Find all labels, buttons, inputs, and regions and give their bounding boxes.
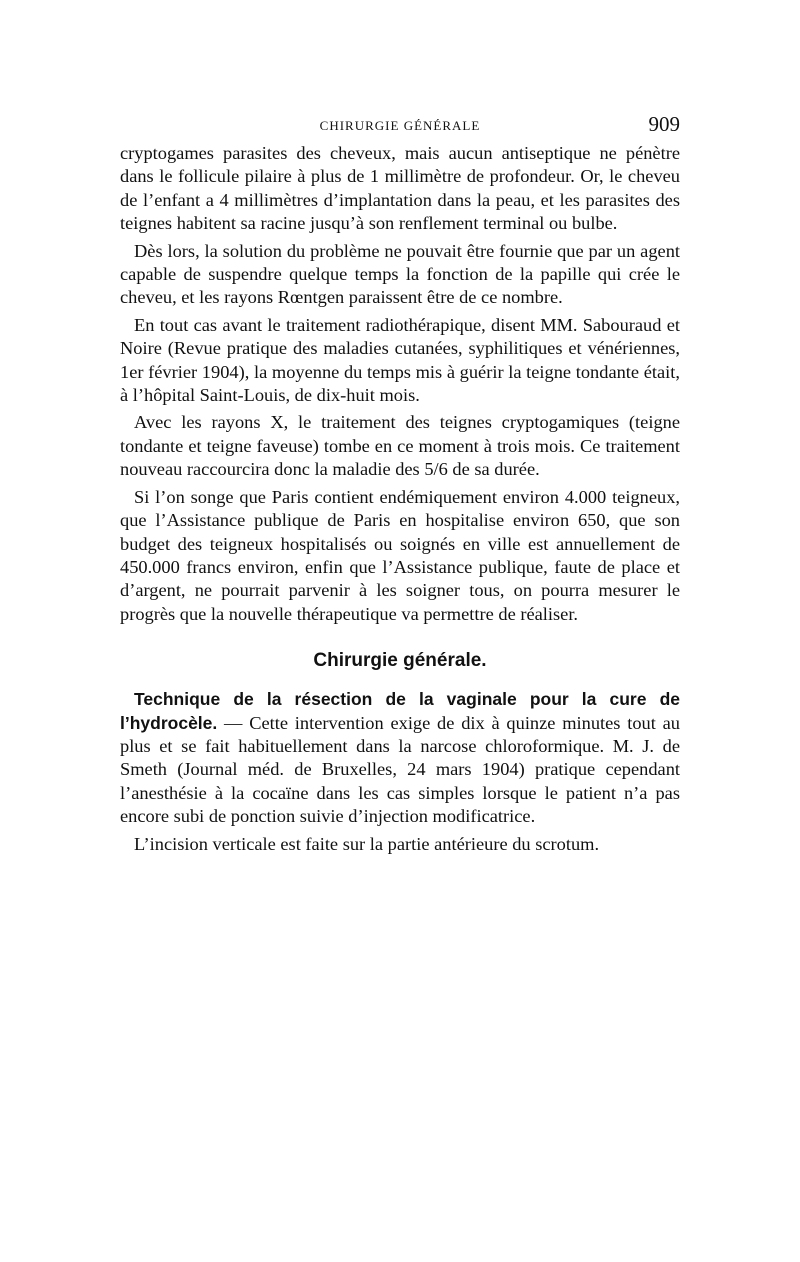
paragraph: cryptogames parasites des cheveux, mais aucun antiseptique ne pénètre dans le follicule pilaire à plus de 1 millimètre de profondeur. Or, le cheveu de l’enfant a 4 millimètres d’implantation dans la peau, et les parasites des teignes habitent sa racine jusqu’à son renflement terminal ou bulbe. <box>120 143 680 234</box>
page-number: 909 <box>648 112 680 136</box>
article-text: — Cette intervention exige de dix à quinze minutes tout au plus et se fait habituellement dans la narcose chloroformique. M. J. de Smeth (Journal méd. de Bruxelles, 24 mars 1904) pratique cependant l’anesthésie à la cocaïne dans les cas simples lorsque le patient n’a pas encore subi de ponction suivie d’injection modificatrice. <box>120 712 680 827</box>
paragraph: Dès lors, la solution du problème ne pouvait être fournie que par un agent capable de suspendre quelque temps la fonction de la papille qui crée le cheveu, et les rayons Rœntgen paraissent être de ce nombre. <box>120 240 680 308</box>
article-title: Technique de la résection de la vaginale pour la cure de l’hydrocèle. <box>120 689 680 733</box>
paragraph: En tout cas avant le traitement radiothérapique, disent MM. Sabouraud et Noire (Revue pratique des maladies cutanées, syphilitiques et vénériennes, 1er février 1904), la moyenne du temps mis à guérir la teigne tondante était, à l’hôpital Saint-Louis, de dix-huit mois. <box>120 314 680 406</box>
paragraph: Si l’on songe que Paris contient endémiquement environ 4.000 teigneux, que l’Assistance publique de Paris en hospitalise environ 650, que son budget des teigneux hospitalisés ou soignés en ville est annuellement de 450.000 francs environ, enfin que l’Assistance publique, faute de place et d’argent, ne pourrait parvenir à les soigner tous, on pourra mesurer le progrès que la nouvelle thérapeutique va permettre de réaliser. <box>120 486 680 624</box>
section-heading: Chirurgie générale. <box>313 650 487 672</box>
running-head <box>120 110 680 142</box>
running-title: CHIRURGIE GÉNÉRALE <box>319 118 481 133</box>
article-paragraph <box>120 688 680 828</box>
paragraph: Avec les rayons X, le traitement des teignes cryptogamiques (teigne tondante et teigne faveuse) tombe en ce moment à trois mois. Ce traitement nouveau raccourcira donc la maladie des 5/6 de sa durée. <box>120 412 680 480</box>
page <box>120 110 680 856</box>
paragraph: L’incision verticale est faite sur la partie antérieure du scrotum. <box>134 833 600 854</box>
